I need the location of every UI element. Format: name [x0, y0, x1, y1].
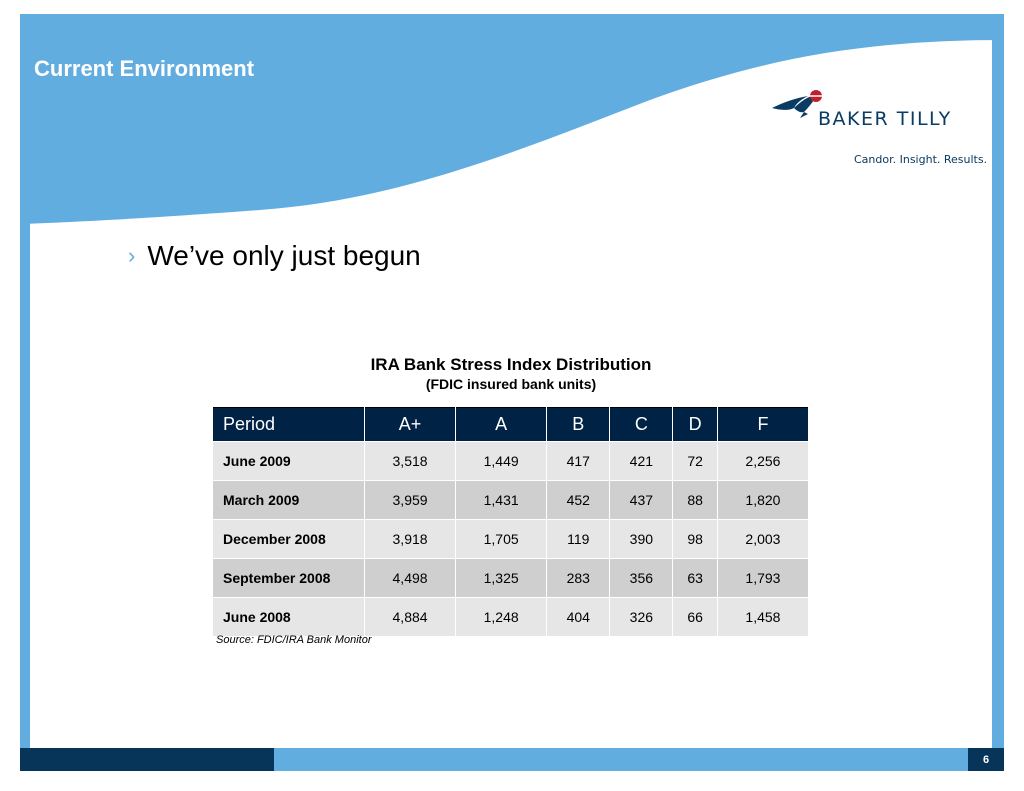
cell-b: 452	[547, 481, 610, 520]
cell-a-plus: 3,918	[365, 520, 456, 559]
cell-a-plus: 4,884	[365, 598, 456, 637]
row-period: June 2009	[213, 442, 365, 481]
table-title: IRA Bank Stress Index Distribution	[370, 355, 652, 374]
table-row	[213, 598, 809, 637]
header-d: D	[673, 408, 717, 442]
header-b: B	[547, 408, 610, 442]
baker-tilly-logo	[768, 84, 988, 174]
row-period: December 2008	[213, 520, 365, 559]
cell-b: 417	[547, 442, 610, 481]
cell-a: 1,248	[456, 598, 547, 637]
header-c: C	[610, 408, 673, 442]
header-a: A	[456, 408, 547, 442]
cell-a-plus: 4,498	[365, 559, 456, 598]
table-subtitle: (FDIC insured bank units)	[425, 376, 597, 392]
cell-a: 1,449	[456, 442, 547, 481]
cell-f: 2,003	[717, 520, 808, 559]
row-period: June 2008	[213, 598, 365, 637]
bullet-text: We’ve only just begun	[147, 240, 421, 271]
cell-b: 404	[547, 598, 610, 637]
cell-f: 1,820	[717, 481, 808, 520]
cell-b: 283	[547, 559, 610, 598]
cell-c: 326	[610, 598, 673, 637]
page-number: 6	[968, 748, 1004, 771]
cell-d: 88	[673, 481, 717, 520]
cell-b: 119	[547, 520, 610, 559]
cell-c: 421	[610, 442, 673, 481]
footer-bar-light	[274, 748, 968, 771]
table-row	[213, 520, 809, 559]
cell-f: 2,256	[717, 442, 808, 481]
cell-c: 390	[610, 520, 673, 559]
table-source-note: Source: FDIC/IRA Bank Monitor	[216, 634, 372, 646]
chevron-right-icon: ›	[128, 243, 136, 268]
header-a-plus: A+	[365, 408, 456, 442]
cell-a: 1,705	[456, 520, 547, 559]
table-header-row	[213, 408, 809, 442]
cell-d: 72	[673, 442, 717, 481]
table-row	[213, 442, 809, 481]
row-period: September 2008	[213, 559, 365, 598]
cell-d: 66	[673, 598, 717, 637]
header-period: Period	[213, 408, 365, 442]
logo-tagline: Candor. Insight. Results.	[854, 153, 988, 166]
slide-title: Current Environment	[34, 56, 255, 81]
cell-c: 356	[610, 559, 673, 598]
cell-a-plus: 3,518	[365, 442, 456, 481]
cell-a: 1,431	[456, 481, 547, 520]
cell-c: 437	[610, 481, 673, 520]
table-row	[213, 481, 809, 520]
cell-a-plus: 3,959	[365, 481, 456, 520]
table-row	[213, 559, 809, 598]
cell-d: 98	[673, 520, 717, 559]
cell-f: 1,458	[717, 598, 808, 637]
stress-index-table	[212, 407, 809, 637]
bullet-item	[128, 240, 421, 272]
footer-bar-dark	[20, 748, 274, 771]
cell-a: 1,325	[456, 559, 547, 598]
logo-name: BAKER TILLY	[818, 108, 952, 130]
header-f: F	[717, 408, 808, 442]
cell-d: 63	[673, 559, 717, 598]
row-period: March 2009	[213, 481, 365, 520]
cell-f: 1,793	[717, 559, 808, 598]
